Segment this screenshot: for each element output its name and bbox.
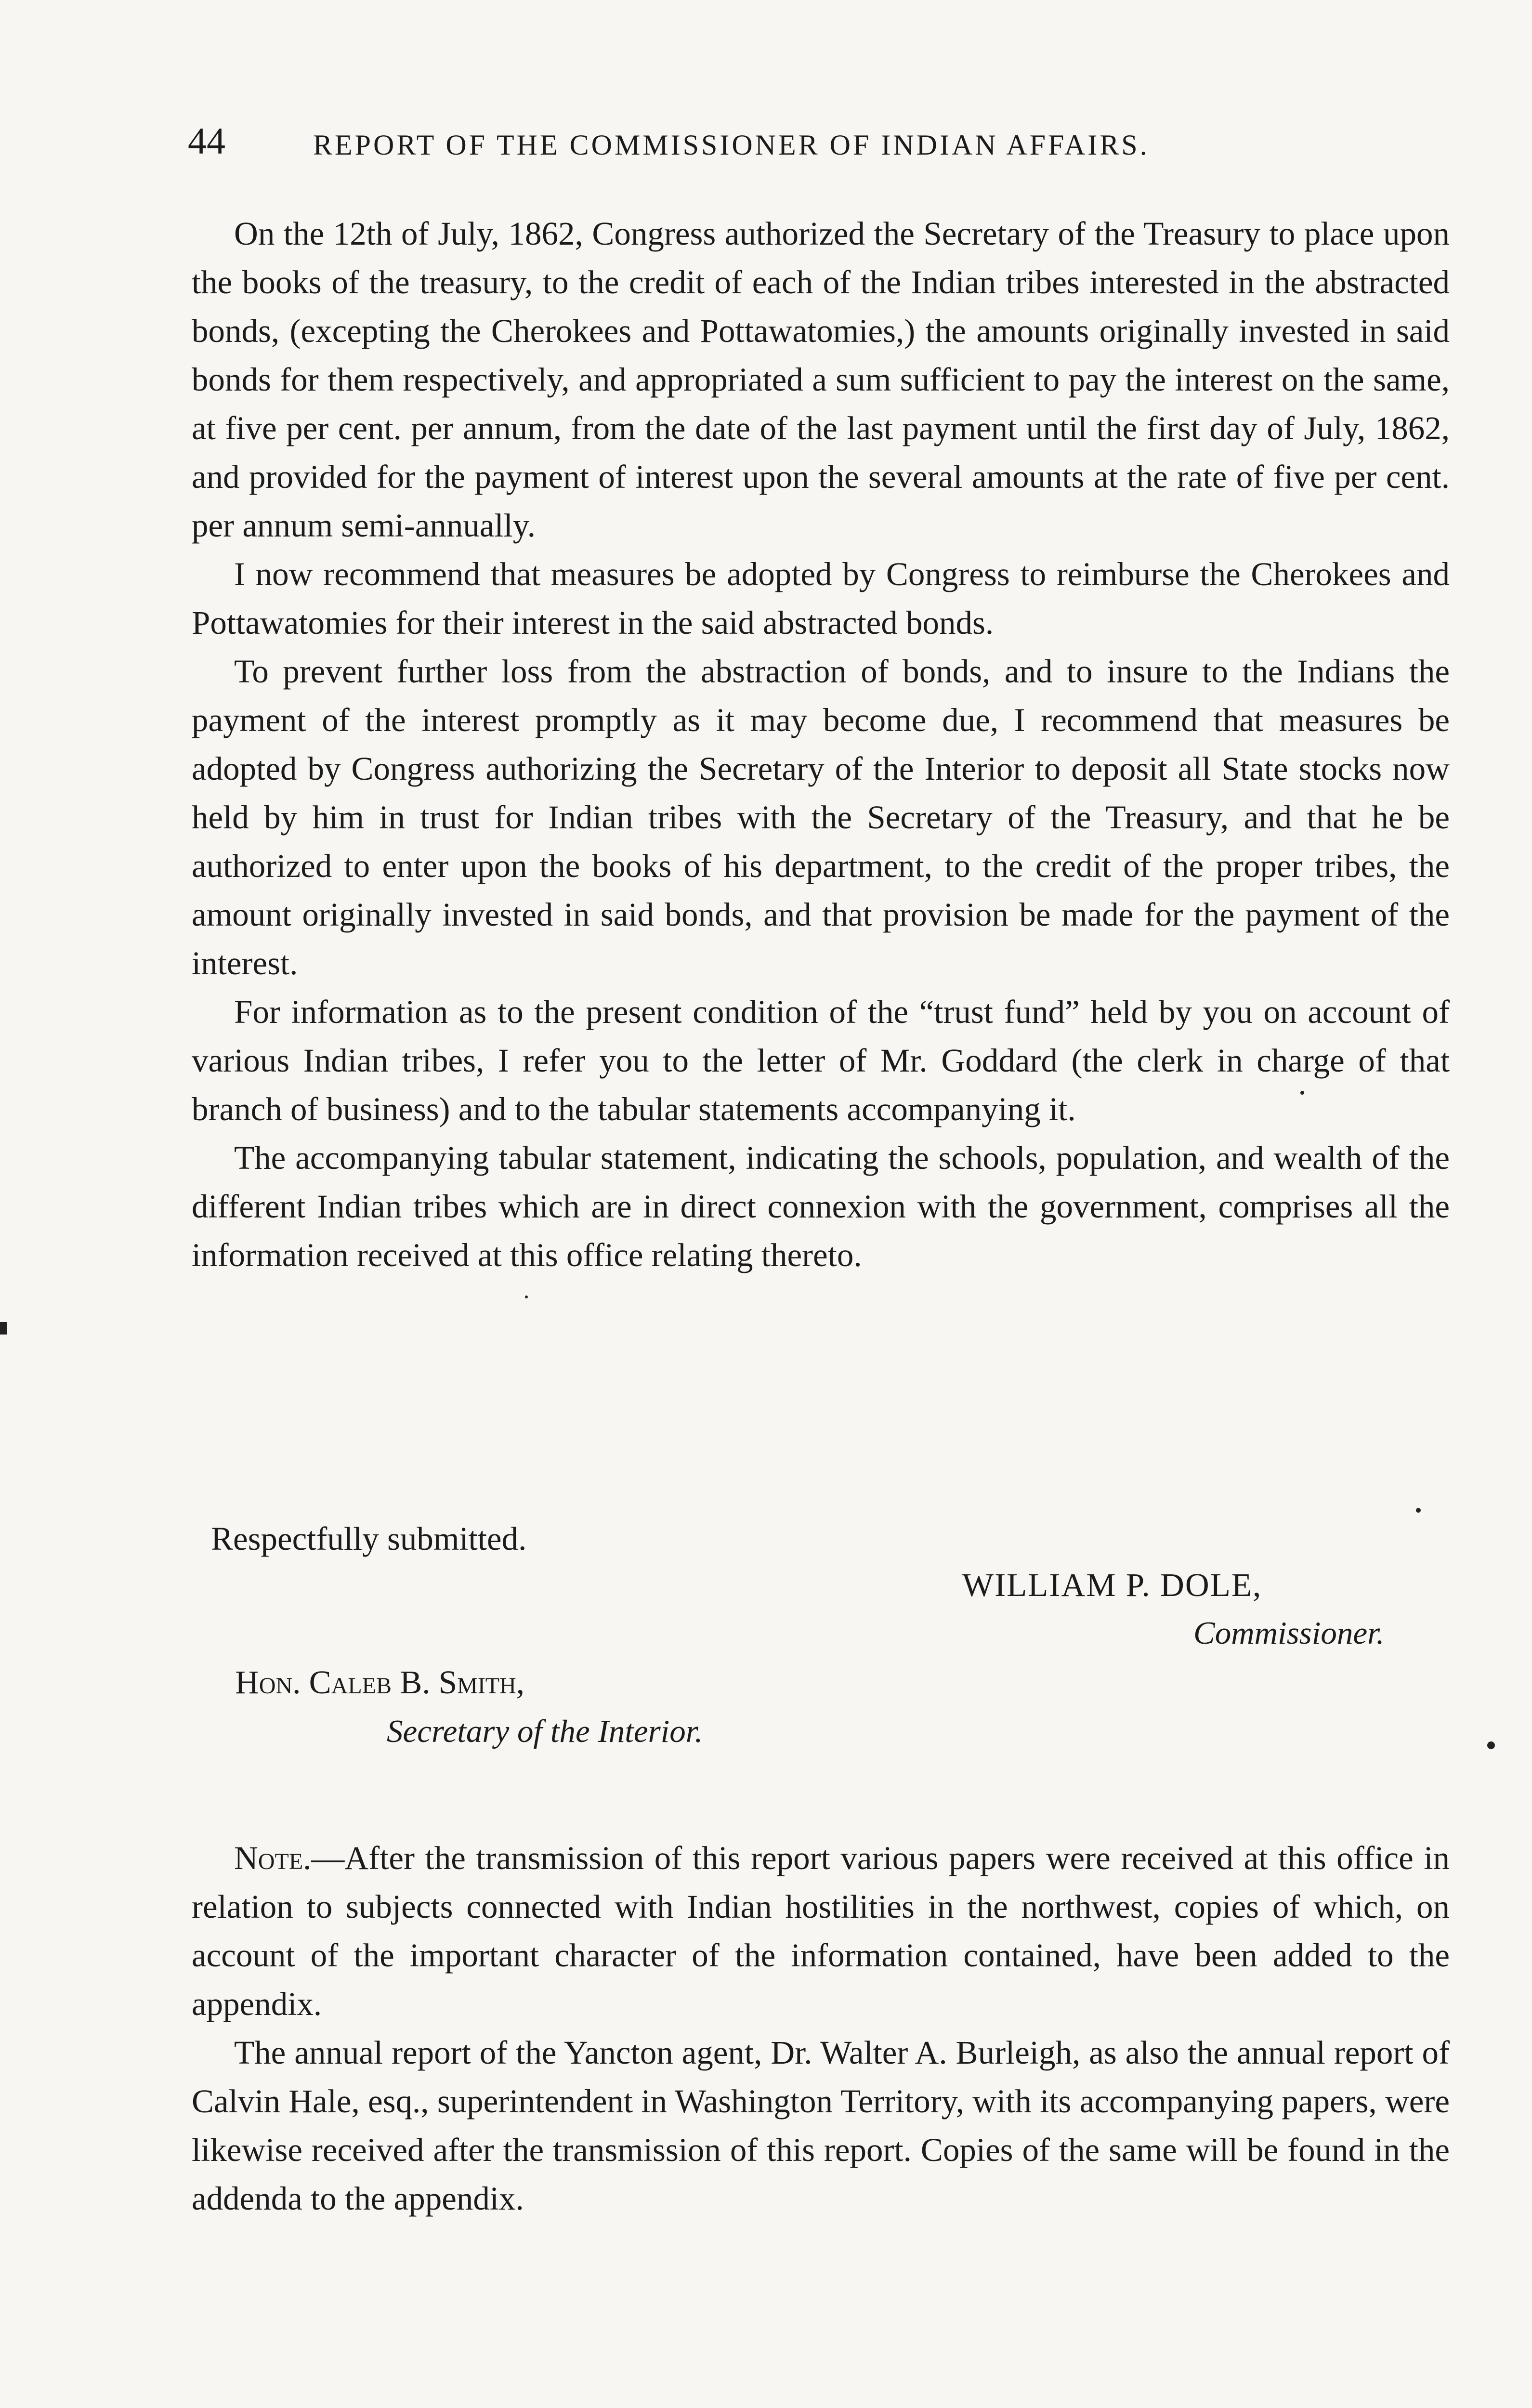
valediction: Respectfully submitted. (211, 1520, 527, 1557)
signature-name: WILLIAM P. DOLE, (962, 1567, 1262, 1603)
ink-speck (0, 1322, 7, 1335)
paragraph-trust-fund: For information as to the present condition of the “trust fund” held by you on account of various Indian tribes, I refer you to the letter of Mr. Goddard (the clerk in charge of that branch of business) and to the tabular statements accompanying it. (192, 994, 1450, 1127)
paragraph-prevent-loss: To prevent further loss from the abstraction of bonds, and to insure to the Indians the payment of the interest promptly as it may become due, I recommend that measures be adopted by Congress authorizing the Secretary of the Interior to deposit all State stocks now held by him in trust for Indian tribes with the Secretary of the Treasury, and that he be authorized to enter upon the books of his department, to the credit of the proper tribes, the amount originally invested in said bonds, and that provision be made for the payment of the interest. (192, 653, 1450, 982)
paragraph-tabular-statement: The accompanying tabular statement, indicating the schools, population, and wealth of the different Indian tribes which are in direct connexion with the government, comprises all the information received at this office relating thereto. (192, 1139, 1450, 1273)
signature-title: Commissioner. (1193, 1615, 1385, 1651)
addressee-name: Hon. Caleb B. Smith, (235, 1664, 525, 1701)
addressee-title: Secretary of the Interior. (387, 1714, 703, 1749)
paragraph-reimburse-recommendation: I now recommend that measures be adopted by Congress to reimburse the Cherokees and Pottawatomies for their interest in the said abstracted bonds. (192, 556, 1450, 641)
ink-speck (525, 1296, 528, 1298)
report-body (192, 209, 1450, 1280)
running-title: REPORT OF THE COMMISSIONER OF INDIAN AFFAIRS. (313, 129, 1150, 161)
ink-speck (1300, 1091, 1304, 1095)
note-label: Note. (234, 1840, 312, 1876)
ink-speck (1416, 1508, 1421, 1513)
page-header (188, 115, 1336, 168)
note-text: —After the transmission of this report various papers were received at this office in relation to subjects connected with Indian hostilities in the northwest, copies of which, on account of the important character of the information contained, have been added to the appendix. (192, 1840, 1450, 2022)
note-paragraph-addenda: The annual report of the Yancton agent, Dr. Walter A. Burleigh, as also the annual report of Calvin Hale, esq., superintendent in Washington Territory, with its accompanying papers, were likewise received after the transmission of this report. Copies of the same will be found in the addenda to the appendix. (192, 2034, 1450, 2217)
note-paragraph (192, 1834, 1450, 2028)
paragraph-bond-interest: On the 12th of July, 1862, Congress authorized the Secretary of the Treasury to place upon the books of the treasury, to the credit of each of the Indian tribes interested in the abstracted bonds, (excepting the Cherokees and Pottawatomies,) the amounts originally invested in said bonds for them respectively, and appropriated a sum sufficient to pay the interest on the same, at five per cent. per annum, from the date of the last payment until the first day of July, 1862, and provided for the payment of interest upon the several amounts at the rate of five per cent. per annum semi-annually. (192, 215, 1450, 544)
page-number: 44 (188, 120, 225, 162)
note-section (192, 1834, 1450, 2223)
ink-speck (1487, 1741, 1495, 1749)
